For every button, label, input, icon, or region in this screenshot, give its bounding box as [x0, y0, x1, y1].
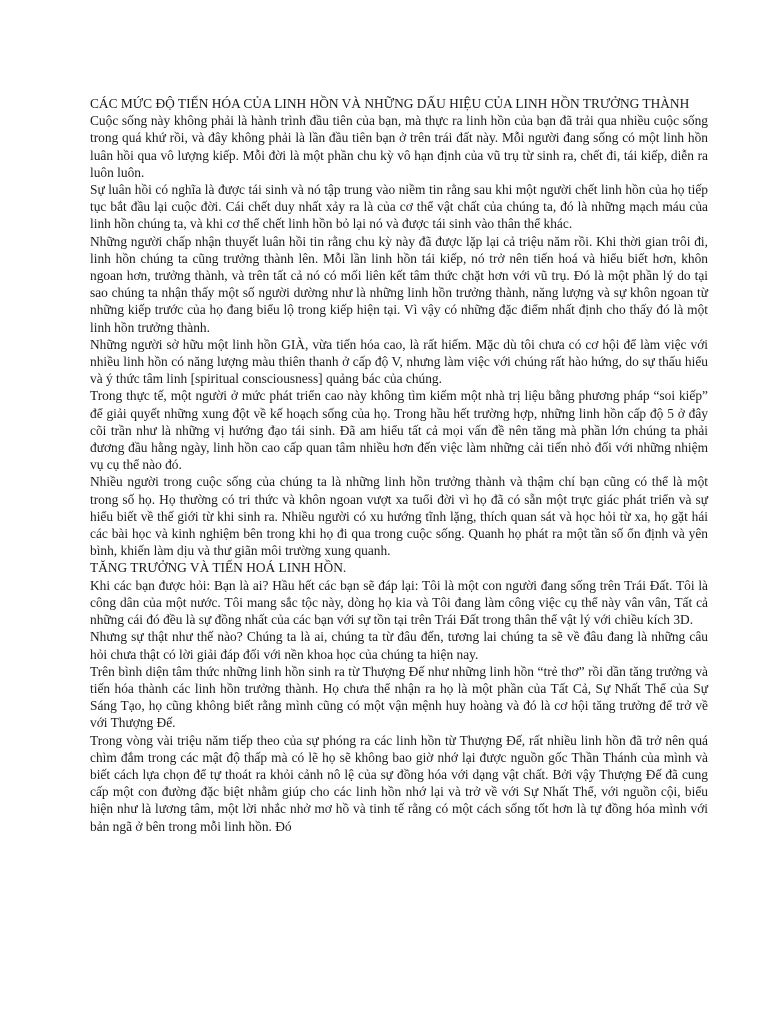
- paragraph-2: Sự luân hồi có nghĩa là được tái sinh và nó tập trung vào niềm tin rằng sau khi một người chết linh hồn của họ tiếp tục bắt đầu lại cuộc đời. Cái chết duy nhất xảy ra là của cơ thể vật chất của chúng ta, đó là những mạch máu của linh hồn chúng ta, và khi cơ thể chết linh hồn bỏ lại nó và được tái sinh vào thân thể khác.: [90, 182, 708, 232]
- paragraph-1: Cuộc sống này không phải là hành trình đầu tiên của bạn, mà thực ra linh hồn của bạn đã trải qua nhiều cuộc sống trong quá khứ rồi, và đây không phải là lần đầu tiên bạn ở trên trái đất này. Mỗi người đang sống có một linh hồn luân hồi qua vô lượng kiếp. Mỗi đời là một phần chu kỳ vô hạn định của vũ trụ từ sinh ra, chết đi, tái kiếp, diễn ra luôn luôn.: [90, 113, 708, 180]
- document-heading-1: CÁC MỨC ĐỘ TIẾN HÓA CỦA LINH HỒN VÀ NHỮNG DẤU HIỆU CỦA LINH HỒN TRƯỞNG THÀNH: [90, 96, 690, 111]
- document-heading-2: TĂNG TRƯỞNG VÀ TIẾN HOÁ LINH HỒN.: [90, 560, 347, 576]
- paragraph-6: Nhiều người trong cuộc sống của chúng ta là những linh hồn trưởng thành và thậm chí bạn cũng có thể là một trong số họ. Họ thường có tri thức và khôn ngoan vượt xa tuổi đời vì họ đã có sẵn một trực giác phát triển và sự hiểu biết về thế giới từ khi sinh ra. Nhiều người có xu hướng tĩnh lặng, thích quan sát và học hỏi từ xa, họ gặt hái các bài học và kinh nghiệm bên trong khi họ đi qua trong cuộc sống. Quanh họ phát ra một tần số ổn định và yên bình, khiến làm dịu và thư giãn môi trường xung quanh.: [90, 474, 708, 559]
- paragraph-3: Những người chấp nhận thuyết luân hồi tin rằng chu kỳ này đã được lặp lại cả triệu năm rồi. Khi thời gian trôi đi, linh hồn chúng ta cũng trưởng thành lên. Mỗi lần linh hồn tái kiếp, nó trở nên tiến hoá và hiểu biết hơn, khôn ngoan hơn, trưởng thành, và trên tất cả nó có mối liên kết tâm thức chặt hơn với vũ trụ. Đó là một phần lý do tại sao chúng ta nhận thấy một số người dường như là những linh hồn trưởng thành, năng lượng và sự khôn ngoan từ những kiếp trước của họ đang biểu lộ trong kiếp hiện tại. Vì vậy có những đặc điểm nhất định cho thấy đó là một linh hồn trưởng thành.: [90, 233, 708, 335]
- paragraph-10: Trong vòng vài triệu năm tiếp theo của sự phóng ra các linh hồn từ Thượng Đế, rất nhiều linh hồn đã trở nên quá chìm đắm trong các mật độ thấp mà có lẽ họ sẽ không bao giờ nhớ lại được nguồn gốc Thần Thánh của mình và biết cách lựa chọn để tự thoát ra khỏi cảnh nô lệ của sự đồng hóa với dạng vật chất. Bởi vậy Thượng Đế đã cung cấp một con đường đặc biệt nhằm giúp cho các linh hồn nhớ lại và trở về với Sự Nhất Thể, với nguồn cội, biểu hiện như là lương tâm, một lời nhắc nhở mơ hồ và tinh tế rằng có một cách sống tốt hơn là tự đồng hóa mình với bản ngã ở bên trong mỗi linh hồn. Đó: [90, 732, 708, 834]
- paragraph-8: Nhưng sự thật như thế nào? Chúng ta là ai, chúng ta từ đâu đến, tương lai chúng ta sẽ về đâu đang là những câu hỏi chưa thật có lời giải đáp đối với nền khoa học của chúng ta hiện nay.: [90, 629, 708, 662]
- paragraph-4: Những người sở hữu một linh hồn GIÀ, vừa tiến hóa cao, là rất hiếm. Mặc dù tôi chưa có cơ hội để làm việc với nhiều linh hồn có năng lượng màu thiên thanh ở cấp độ V, nhưng làm việc với chúng rất hào hứng, do sự thấu hiểu và ý thức tâm linh [spiritual consciousness] quảng bác của chúng.: [90, 336, 708, 387]
- paragraph-5: Trong thực tế, một người ở mức phát triển cao này không tìm kiếm một nhà trị liệu bằng phương pháp “soi kiếp” để giải quyết những xung đột về kế hoạch sống của họ. Trong hầu hết trường hợp, những linh hồn cấp độ 5 ở đây cõi trần như là những vị hướng đạo tái sinh. Đã am hiểu tất cả mọi vấn đề nên tăng mà phần lớn chúng ta phải đương đầu hằng ngày, linh hồn cao cấp quan tâm nhiều hơn đến việc làm những cải tiến nhỏ đối với những nhiệm vụ cụ thể nào đó.: [90, 388, 708, 473]
- paragraph-7: Khi các bạn được hỏi: Bạn là ai? Hầu hết các bạn sẽ đáp lại: Tôi là một con người đang sống trên Trái Đất. Tôi là công dân của một nước. Tôi mang sắc tộc này, dòng họ kia và Tôi đang làm công việc cụ thể này vân vân, Tất cả những cái đó đều là sự đồng nhất của các bạn với sự tồn tại trên Trái Đất trong thân thể vật lý với chiều kích 3D.: [90, 577, 708, 628]
- paragraph-9: Trên bình diện tâm thức những linh hồn sinh ra từ Thượng Đế như những linh hồn “trẻ thơ” rồi dần tăng trưởng và tiến hóa thành các linh hồn trưởng thành. Họ chưa thể nhận ra họ là một phần của Tất Cả, Sự Nhất Thể của Sự Sáng Tạo, họ cũng không biết rằng mình cũng có một vận mệnh huy hoàng và đó là cơ hội tăng trưởng để trở về với Thượng Đế.: [90, 663, 708, 731]
